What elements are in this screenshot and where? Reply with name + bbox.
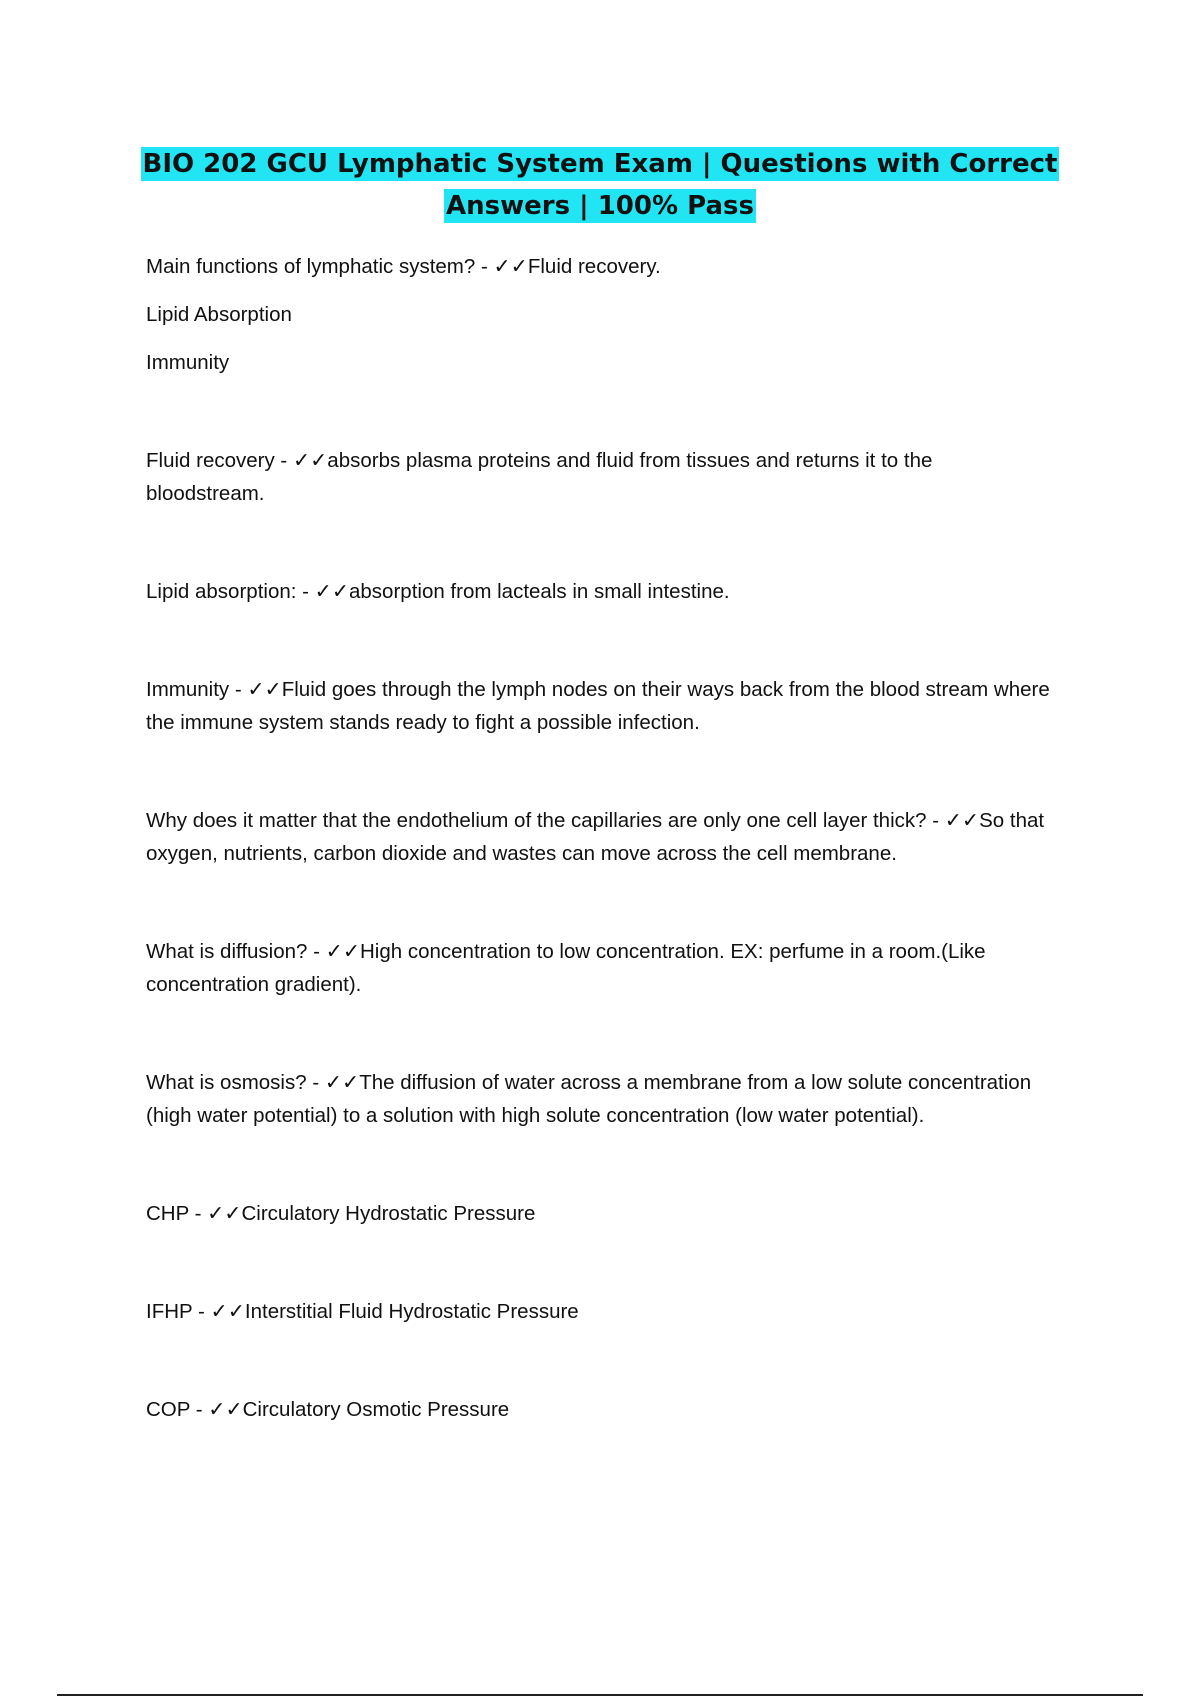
paragraph-diffusion: What is diffusion? - ✓✓High concentration to low concentration. EX: perfume in a room.(Like concentration gradient). <box>146 940 986 996</box>
paragraph-cop: COP - ✓✓Circulatory Osmotic Pressure <box>146 1398 510 1421</box>
page-title <box>100 143 1100 227</box>
paragraph-osmosis: What is osmosis? - ✓✓The diffusion of water across a membrane from a low solute concentration (high water potential) to a solution with high solute concentration (low water potential). <box>146 1071 1032 1127</box>
paragraph-immunity: Immunity <box>146 351 230 374</box>
paragraph-chp: CHP - ✓✓Circulatory Hydrostatic Pressure <box>146 1202 536 1225</box>
page-bottom-rule <box>57 1694 1143 1696</box>
paragraph-immunity-def: Immunity - ✓✓Fluid goes through the lymph nodes on their ways back from the blood stream where the immune system stands ready to fight a possible infection. <box>146 678 1050 734</box>
paragraph-ifhp: IFHP - ✓✓Interstitial Fluid Hydrostatic Pressure <box>146 1300 579 1323</box>
paragraph-endothelium: Why does it matter that the endothelium of the capillaries are only one cell layer thick? - ✓✓So that oxygen, nutrients, carbon dioxide and wastes can move across the cell membrane. <box>146 809 1045 865</box>
document-body <box>146 250 1056 1426</box>
paragraph-lipid-absorption-def: Lipid absorption: - ✓✓absorption from lacteals in small intestine. <box>146 580 730 603</box>
paragraph-main-functions: Main functions of lymphatic system? - ✓✓Fluid recovery. <box>146 255 661 278</box>
title-line-1: BIO 202 GCU Lymphatic System Exam | Questions with Correct <box>142 149 1058 179</box>
title-line-2: Answers | 100% Pass <box>446 191 754 221</box>
paragraph-fluid-recovery: Fluid recovery - ✓✓absorbs plasma proteins and fluid from tissues and returns it to the bloodstream. <box>146 449 933 505</box>
paragraph-lipid-absorption: Lipid Absorption <box>146 303 292 326</box>
